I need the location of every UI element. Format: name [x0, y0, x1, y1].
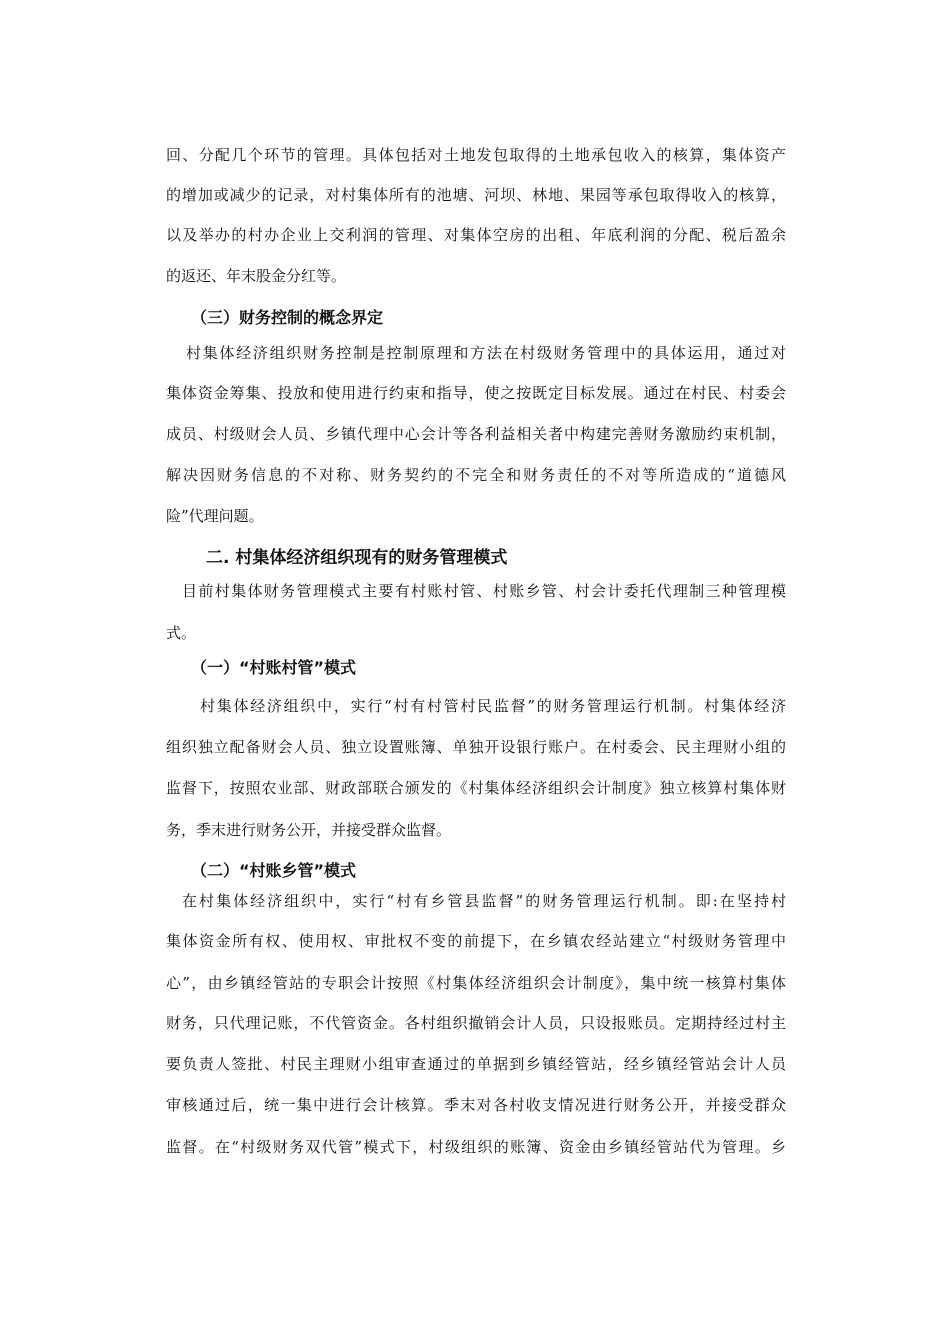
paragraph-line: 要负责人签批、村民主理财小组审查通过的单据到乡镇经管站，经乡镇经管站会计人员 [166, 1055, 786, 1073]
paragraph-line: 监督。在“村级财务双代管”模式下，村级组织的账簿、资金由乡镇经管站代为管理。乡 [166, 1138, 786, 1156]
paragraph-line: 在村集体经济组织中，实行“村有乡管县监督”的财务管理运行机制。即:在坚持村 [182, 892, 786, 910]
section-heading: （二）“村账乡管”模式 [191, 861, 357, 880]
paragraph-line: 集体资金所有权、使用权、审批权不变的前提下，在乡镇农经站建立“村级财务管理中 [166, 932, 786, 950]
paragraph-line: 监督下，按照农业部、财政部联合颁发的《村集体经济组织会计制度》独立核算村集体财 [166, 779, 786, 797]
paragraph-line: 的返还、年末股金分红等。 [166, 267, 347, 285]
section-heading: （三）财务控制的概念界定 [191, 308, 384, 327]
paragraph-line: 村集体经济组织财务控制是控制原理和方法在村级财务管理中的具体运用，通过对 [186, 344, 786, 362]
paragraph-line: 的增加或减少的记录，对村集体所有的池塘、河坝、林地、果园等承包取得收入的核算， [166, 186, 786, 204]
section-heading: （一）“村账村管”模式 [191, 658, 357, 677]
paragraph-line: 回、分配几个环节的管理。具体包括对土地发包取得的土地承包收入的核算，集体资产 [166, 146, 786, 164]
paragraph-line: 组织独立配备财会人员、独立设置账簿、单独开设银行账户。在村委会、民主理财小组的 [166, 738, 786, 756]
paragraph-line: 解决因财务信息的不对称、财务契约的不完全和财务责任的不对等所造成的“道德风 [166, 466, 786, 484]
paragraph-line: 集体资金筹集、投放和使用进行约束和指导，使之按既定目标发展。通过在村民、村委会 [166, 384, 786, 402]
paragraph-line: 村集体经济组织中，实行“村有村管村民监督”的财务管理运行机制。村集体经济 [200, 697, 786, 715]
paragraph-line: 审核通过后，统一集中进行会计核算。季末对各村收支情况进行财务公开，并接受群众 [166, 1096, 786, 1114]
chapter-heading: 二. 村集体经济组织现有的财务管理模式 [206, 548, 508, 568]
paragraph-line: 务，季末进行财务公开，并接受群众监督。 [166, 821, 452, 839]
paragraph-line: 以及举办的村办企业上交利润的管理、对集体空房的出租、年底利润的分配、税后盈余 [166, 226, 786, 244]
paragraph-line: 财务，只代理记账，不代管资金。各村组织撤销会计人员，只设报账员。定期持经过村主 [166, 1014, 786, 1032]
paragraph-line: 目前村集体财务管理模式主要有村账村管、村账乡管、村会计委托代理制三种管理模 [182, 582, 786, 600]
paragraph-line: 式。 [166, 624, 197, 642]
paragraph-line: 险”代理问题。 [166, 507, 264, 525]
paragraph-line: 成员、村级财会人员、乡镇代理中心会计等各利益相关者中构建完善财务激励约束机制， [166, 425, 786, 443]
paragraph-line: 心”，由乡镇经管站的专职会计按照《村集体经济组织会计制度》，集中统一核算村集体 [166, 974, 786, 992]
